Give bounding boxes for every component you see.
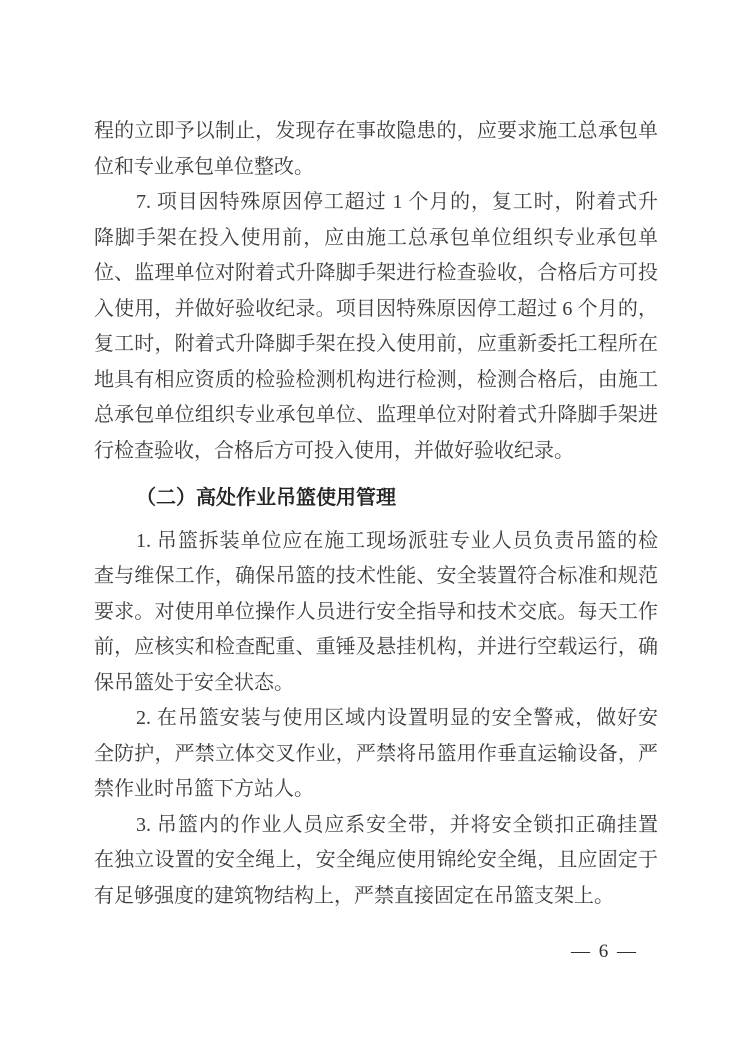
section-heading: （二）高处作业吊篮使用管理 [136,487,396,509]
text-line: 1. 吊篮拆装单位应在施工现场派驻专业人员负责吊篮的检 [136,529,658,552]
text-line: 全防护，严禁立体交叉作业，严禁将吊篮用作垂直运输设备，严 [94,742,658,765]
text-line: 有足够强度的建筑物结构上，严禁直接固定在吊篮支架上。 [94,884,614,907]
text-line: 位、监理单位对附着式升降脚手架进行检查验收，合格后方可投 [94,262,658,284]
text-line: 2. 在吊篮安装与使用区域内设置明显的安全警戒，做好安 [136,707,658,729]
text-line: 入使用，并做好验收纪录。项目因特殊原因停工超过 6 个月的， [94,297,658,320]
page-number: — 6 — [571,941,638,962]
document-body [94,114,658,914]
text-line: 禁作业时吊篮下方站人。 [94,778,314,800]
text-line: 保吊篮处于安全状态。 [94,671,294,694]
text-line: 总承包单位组织专业承包单位、监理单位对附着式升降脚手架进 [94,404,658,426]
text-line: 要求。对使用单位操作人员进行安全指导和技术交底。每天工作 [94,600,658,623]
text-line: 降脚手架在投入使用前，应由施工总承包单位组织专业承包单 [94,226,658,249]
text-line: 7. 项目因特殊原因停工超过 1 个月的，复工时，附着式升 [136,191,658,213]
text-line: 查与维保工作，确保吊篮的技术性能、安全装置符合标准和规范 [94,565,658,587]
text-line: 地具有相应资质的检验检测机构进行检测，检测合格后，由施工 [94,368,658,391]
text-line: 3. 吊篮内的作业人员应系安全带，并将安全锁扣正确挂置 [136,813,658,836]
text-line: 行检查验收，合格后方可投入使用，并做好验收纪录。 [94,439,574,462]
text-line: 位和专业承包单位整改。 [94,155,314,178]
text-line: 前，应核实和检查配重、重锤及悬挂机构，并进行空载运行，确 [94,636,658,658]
text-line: 程的立即予以制止，发现存在事故隐患的，应要求施工总承包单 [94,120,658,142]
text-line: 复工时，附着式升降脚手架在投入使用前，应重新委托工程所在 [94,333,658,355]
text-line: 在独立设置的安全绳上，安全绳应使用锦纶安全绳，且应固定于 [94,849,658,871]
